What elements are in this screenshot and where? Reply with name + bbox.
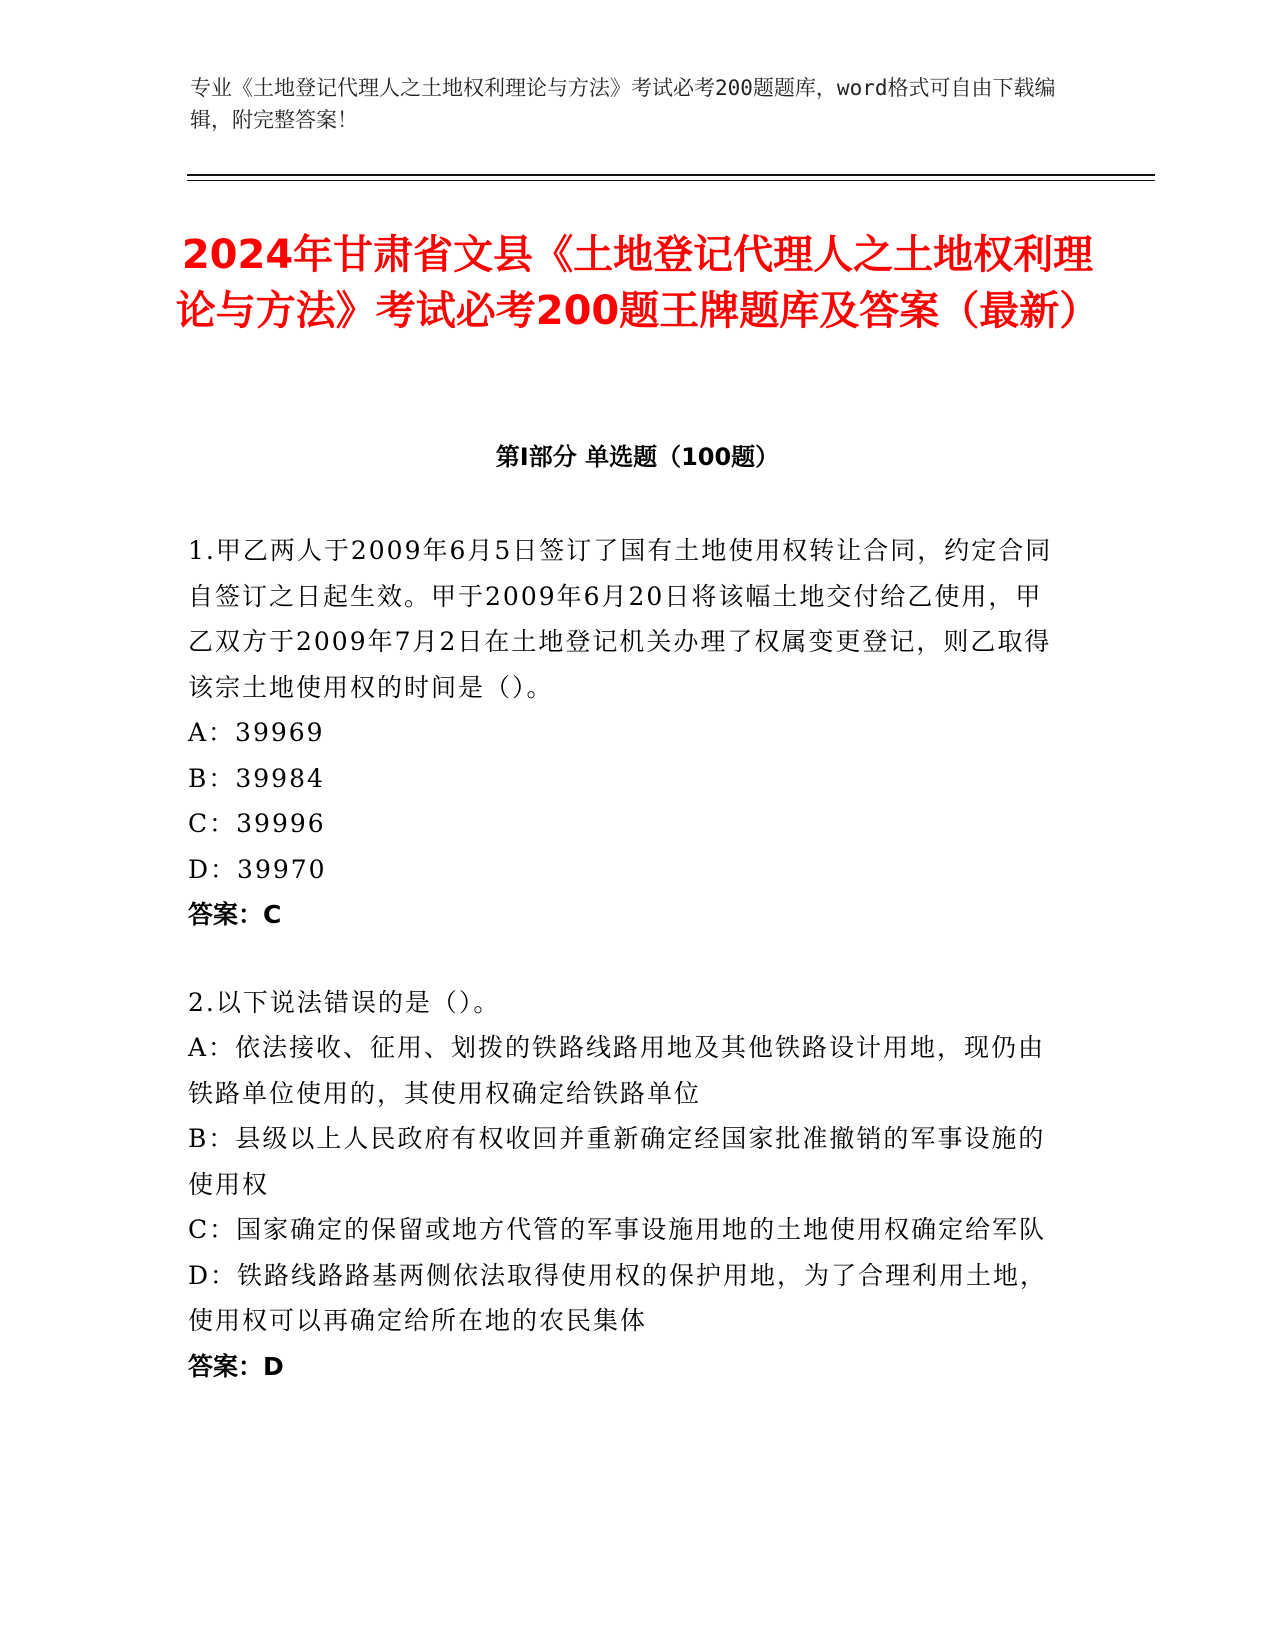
question-1 bbox=[188, 528, 1068, 938]
answer: 答案：D bbox=[188, 1351, 284, 1381]
document-title: 2024年甘肃省文县《土地登记代理人之土地权利理论与方法》考试必考200题王牌题库及答案（最新） bbox=[175, 232, 1100, 334]
option-d: D：铁路线路路基两侧依法取得使用权的保护用地，为了合理利用土地，使用权可以再确定给所在地的农民集体 bbox=[188, 1260, 1048, 1335]
header-note: 专业《土地登记代理人之土地权利理论与方法》考试必考200题题库，word格式可自由下载编辑，附完整答案！ bbox=[190, 76, 1056, 132]
question-text: 1.甲乙两人于2009年6月5日签订了国有土地使用权转让合同，约定合同自签订之日起生效。甲于2009年6月20日将该幅土地交付给乙使用，甲乙双方于2009年7月2日在土地登记机关办理了权属变更登记，则乙取得该宗土地使用权的时间是（）。 bbox=[188, 536, 1053, 702]
question-list bbox=[188, 528, 1068, 1431]
option-b: B：县级以上人民政府有权收回并重新确定经国家批准撤销的军事设施的使用权 bbox=[188, 1124, 1046, 1199]
option-b: B：39984 bbox=[188, 763, 325, 793]
option-d: D：39970 bbox=[188, 854, 327, 884]
question-text: 2.以下说法错误的是（）。 bbox=[188, 987, 501, 1017]
answer: 答案：C bbox=[188, 900, 282, 929]
header-divider-thin bbox=[187, 180, 1155, 181]
question-2 bbox=[188, 980, 1068, 1390]
section-heading: 第I部分 单选题（100题） bbox=[495, 443, 780, 471]
header-divider bbox=[187, 174, 1155, 176]
option-c: C：国家确定的保留或地方代管的军事设施用地的土地使用权确定给军队 bbox=[188, 1215, 1047, 1244]
option-c: C：39996 bbox=[188, 809, 326, 838]
option-a: A：依法接收、征用、划拨的铁路线路用地及其他铁路设计用地，现仍由铁路单位使用的，其使用权确定给铁路单位 bbox=[188, 1033, 1046, 1108]
option-a: A：39969 bbox=[188, 718, 325, 747]
